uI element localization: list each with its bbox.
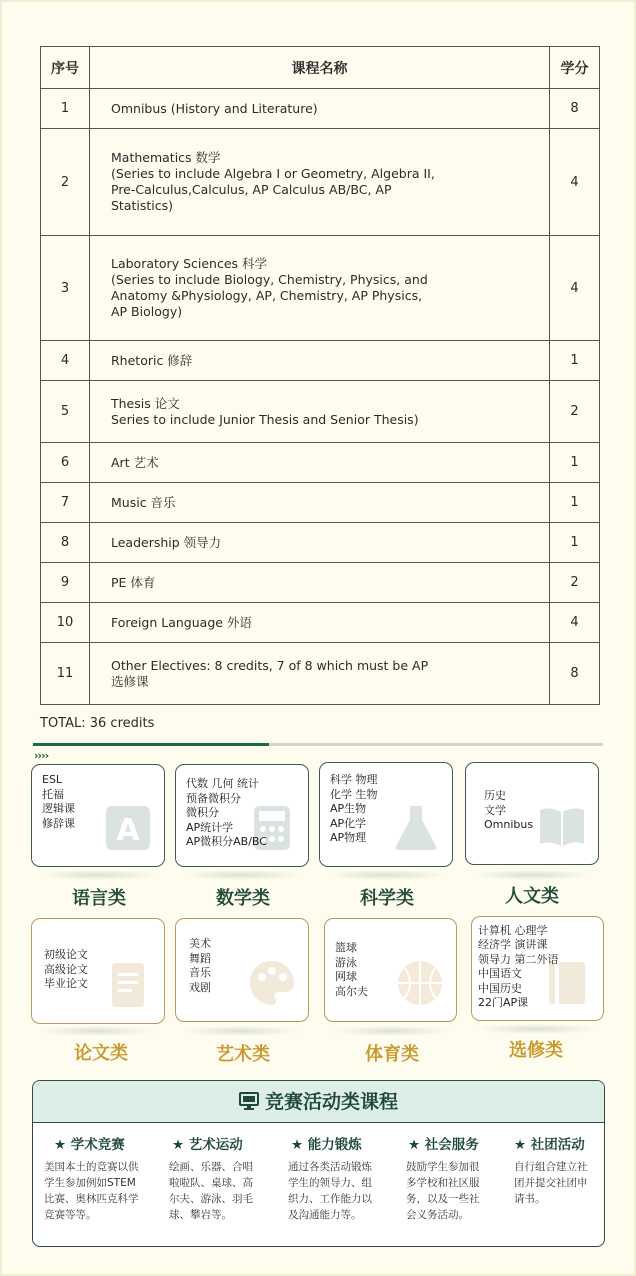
category-card-thesis: [31, 918, 165, 1024]
column-heading: ★ 社会服务: [408, 1137, 479, 1153]
row-credits: 1: [550, 483, 600, 523]
divider-accent: [33, 743, 269, 746]
column-description: 美国本土的竞赛以供 学生参加例如STEM 比赛、奥林匹克科学 竞赛等等。: [44, 1161, 139, 1221]
table-row: [41, 129, 600, 236]
course-item: 舞蹈: [189, 951, 211, 965]
header-num: 序号: [41, 47, 90, 89]
row-credits: 1: [550, 523, 600, 563]
row-credits: 4: [550, 603, 600, 643]
row-num: 11: [41, 643, 90, 705]
course-item: 代数 几何 统计: [186, 777, 259, 790]
row-course-name: Laboratory Sciences 科学 (Series to include Biology, Chemistry, Physics, and Anatomy &Physiology, AP, Chemistry, AP Physics, AP Biology): [90, 236, 550, 341]
row-num: 1: [41, 89, 90, 129]
competition-column-service: [406, 1133, 480, 1223]
row-credits: 2: [550, 563, 600, 603]
course-item: AP物理: [330, 831, 367, 845]
course-item: 戏剧: [189, 980, 211, 994]
category-title-art: 艺术类: [216, 1044, 270, 1065]
header-credits: 学分: [550, 47, 600, 89]
row-num: 3: [41, 236, 90, 341]
table-row: [41, 523, 600, 563]
table-row: [41, 381, 600, 443]
section-divider: [33, 743, 603, 746]
table-row: [41, 341, 600, 381]
course-item: 中国历史: [478, 981, 522, 995]
row-num: 10: [41, 603, 90, 643]
row-num: 6: [41, 443, 90, 483]
competition-header: [33, 1081, 604, 1123]
row-course-name: Thesis 论文 Series to include Junior Thesis and Senior Thesis): [90, 381, 550, 443]
category-title-science: 科学类: [360, 888, 414, 909]
column-description: 鼓励学生参加很 多学校和社区服 务，以及一些社 会义务活动。: [406, 1161, 480, 1221]
row-num: 8: [41, 523, 90, 563]
course-item: AP微积分AB/BC: [186, 835, 267, 849]
row-course-name: Other Electives: 8 credits, 7 of 8 which must be AP 选修课: [90, 643, 550, 705]
category-items: [484, 789, 592, 833]
competition-column-arts-sports: [169, 1133, 253, 1223]
title-shadow: [182, 870, 302, 880]
title-shadow: [472, 870, 592, 880]
course-table: [40, 46, 600, 705]
course-item: 网球: [335, 970, 357, 984]
course-item: 22门AP课: [478, 996, 529, 1010]
course-item: 逻辑课: [42, 802, 75, 816]
row-num: 2: [41, 129, 90, 236]
course-item: 科学 物理: [330, 773, 378, 786]
category-title-electives: 选修类: [509, 1040, 563, 1061]
row-credits: 1: [550, 341, 600, 381]
monitor-icon: [239, 1092, 259, 1110]
table-header-row: [41, 47, 600, 89]
row-course-name: Foreign Language 外语: [90, 603, 550, 643]
column-description: 自行组合建立社 团并提交社团申 请书。: [514, 1161, 588, 1205]
row-credits: 8: [550, 643, 600, 705]
category-items: [335, 941, 450, 999]
category-items: [189, 937, 302, 995]
competition-column-skills: [288, 1133, 372, 1223]
course-item: 游泳: [335, 955, 357, 969]
row-course-name: Mathematics 数学 (Series to include Algebra I or Geometry, Algebra II, Pre-Calculus,Calculus, AP Calculus AB/BC, AP Statistics): [90, 129, 550, 236]
table-row: [41, 89, 600, 129]
course-item: 化学 生物: [330, 787, 378, 801]
table-row: [41, 443, 600, 483]
column-heading: ★ 学术竞赛: [54, 1137, 125, 1153]
column-heading: ★ 社团活动: [514, 1137, 585, 1153]
category-title-thesis: 论文类: [74, 1043, 128, 1064]
course-item: Omnibus: [484, 818, 534, 832]
table-row: [41, 236, 600, 341]
total-credits: TOTAL: 36 credits: [40, 716, 155, 731]
category-title-humanities: 人文类: [505, 886, 559, 907]
course-item: AP生物: [330, 802, 367, 816]
course-item: 托福: [42, 787, 64, 801]
column-description: 通过各类活动锻炼 学生的领导力、组 织力、工作能力以 及沟通能力等。: [288, 1161, 372, 1221]
title-shadow: [331, 1026, 451, 1036]
category-card-math: [175, 764, 309, 867]
column-description: 绘画、乐器、合唱 啦啦队、桌球、高 尔夫、游泳、羽毛 球、攀岩等。: [169, 1161, 253, 1221]
title-shadow: [477, 1024, 597, 1034]
row-course-name: Music 音乐: [90, 483, 550, 523]
category-items: [478, 924, 597, 1010]
course-item: 初级论文: [44, 948, 88, 961]
svg-text:A: A: [116, 813, 140, 848]
row-credits: 4: [550, 129, 600, 236]
table-row: [41, 483, 600, 523]
category-card-science: [319, 762, 453, 867]
row-num: 7: [41, 483, 90, 523]
category-title-sports: 体育类: [365, 1044, 419, 1065]
course-item: 中国语文: [478, 967, 522, 981]
arrows-decoration: ››››: [34, 749, 49, 762]
competition-column-clubs: [514, 1133, 588, 1207]
category-card-humanities: [465, 762, 599, 865]
row-credits: 1: [550, 443, 600, 483]
course-item: 修辞课: [42, 816, 75, 830]
row-course-name: Art 艺术: [90, 443, 550, 483]
course-item: 预备微积分: [186, 791, 241, 805]
column-heading: ★ 艺术运动: [172, 1137, 243, 1153]
category-card-art: [175, 918, 309, 1022]
table-row: [41, 563, 600, 603]
course-item: 篮球: [335, 941, 357, 954]
course-item: AP化学: [330, 816, 367, 830]
row-course-name: Leadership 领导力: [90, 523, 550, 563]
row-credits: 4: [550, 236, 600, 341]
column-heading: ★ 能力锻炼: [291, 1137, 362, 1153]
course-item: 音乐: [189, 966, 211, 980]
category-items: [330, 773, 446, 846]
course-item: 领导力 第二外语: [478, 952, 559, 966]
row-num: 9: [41, 563, 90, 603]
row-num: 5: [41, 381, 90, 443]
title-shadow: [182, 1026, 302, 1036]
title-shadow: [326, 870, 446, 880]
course-item: 毕业论文: [44, 977, 88, 991]
course-item: 计算机 心理学: [478, 924, 548, 937]
row-course-name: Rhetoric 修辞: [90, 341, 550, 381]
course-item: AP统计学: [186, 820, 234, 834]
category-title-language: 语言类: [72, 888, 126, 909]
table-row: [41, 603, 600, 643]
row-credits: 2: [550, 381, 600, 443]
course-item: 高尔夫: [335, 984, 368, 998]
row-course-name: Omnibus (History and Literature): [90, 89, 550, 129]
course-item: 美术: [189, 937, 211, 950]
category-card-electives: [471, 916, 604, 1021]
row-num: 4: [41, 341, 90, 381]
category-title-math: 数学类: [216, 888, 270, 909]
title-shadow: [38, 1026, 158, 1036]
course-item: 文学: [484, 803, 506, 817]
competition-title: 竞赛活动类课程: [264, 1091, 398, 1113]
row-course-name: PE 体育: [90, 563, 550, 603]
header-course-name: 课程名称: [90, 47, 550, 89]
title-shadow: [38, 870, 158, 880]
category-items: [44, 948, 158, 992]
category-items: [186, 777, 302, 850]
course-item: 历史: [484, 789, 506, 802]
course-item: ESL: [42, 773, 63, 786]
course-item: 微积分: [186, 806, 219, 820]
category-card-sports: [324, 918, 457, 1022]
competition-section: [32, 1080, 605, 1247]
category-card-language: [31, 764, 165, 867]
competition-column-academic: [44, 1133, 139, 1223]
row-credits: 8: [550, 89, 600, 129]
course-item: 高级论文: [44, 962, 88, 976]
category-items: [42, 773, 158, 831]
table-row: [41, 643, 600, 705]
course-item: 经济学 演讲课: [478, 938, 548, 952]
